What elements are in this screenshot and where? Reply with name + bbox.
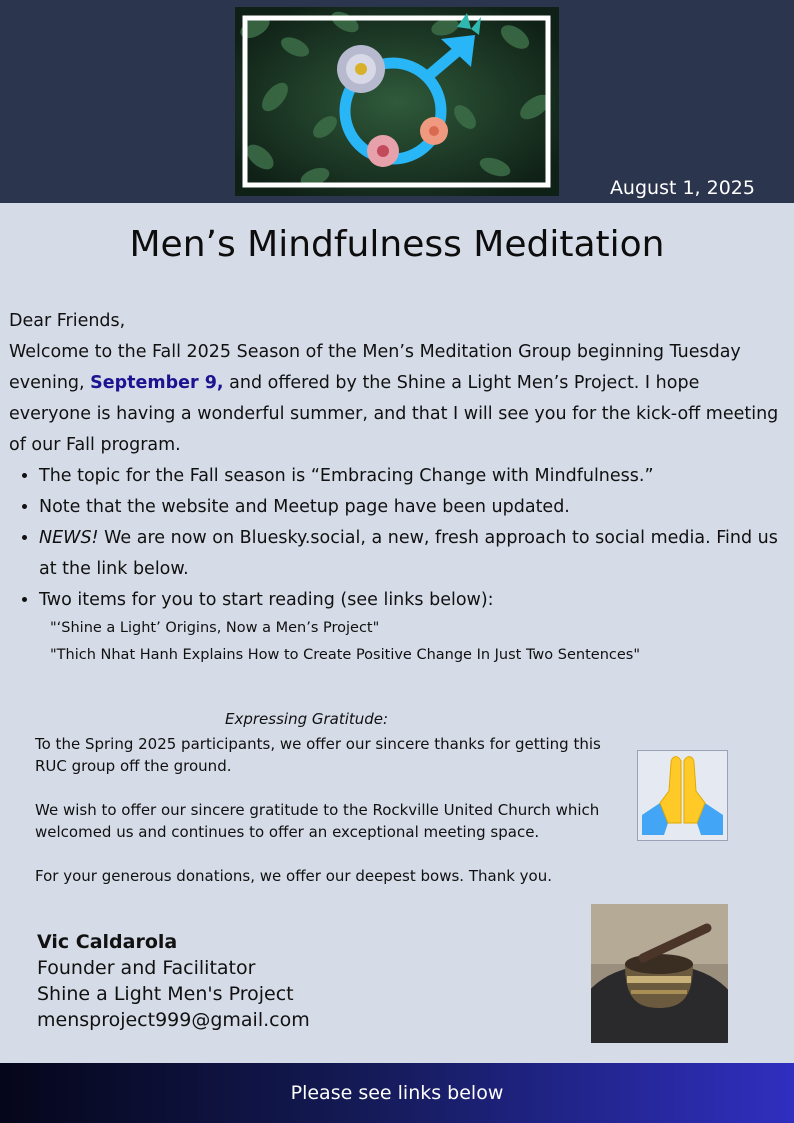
list-item: • NEWS! We are now on Bluesky.social, a new, fresh approach to social media. Find us at the link below. (39, 523, 779, 585)
reading-link[interactable]: "‘Shine a Light’ Origins, Now a Men’s Project" (50, 620, 380, 636)
gratitude-section (35, 733, 605, 909)
list-item: • Two items for you to start reading (see links below): (39, 585, 779, 616)
start-date-highlight: September 9, (90, 373, 224, 393)
signer-org: Shine a Light Men's Project (37, 983, 294, 1005)
newsletter-date: August 1, 2025 (609, 177, 755, 199)
hero-image (235, 7, 559, 196)
list-item: • Note that the website and Meetup page have been updated. (39, 492, 779, 523)
signer-email[interactable]: mensproject999@gmail.com (37, 1009, 310, 1031)
intro-paragraph: Welcome to the Fall 2025 Season of the Men’s Meditation Group beginning Tuesday evening, September 9, and offered by the Shine a Light Men’s Project. I hope everyone is having a wonderful summer, and that I will see you for the kick-off meeting of our Fall program. (9, 342, 779, 455)
reading-link[interactable]: "Thich Nhat Hanh Explains How to Create Positive Change In Just Two Sentences" (50, 647, 640, 663)
reading-list (50, 615, 640, 669)
gratitude-paragraph: We wish to offer our sincere gratitude to the Rockville United Church which welcomed us and continues to offer an exceptional meeting space. (35, 801, 600, 841)
page-title: Men’s Mindfulness Meditation (129, 224, 665, 265)
gratitude-paragraph: For your generous donations, we offer our deepest bows. Thank you. (35, 867, 552, 885)
gratitude-heading: Expressing Gratitude: (225, 710, 389, 728)
bullet-list (9, 461, 779, 616)
news-label: NEWS! (39, 528, 99, 548)
list-item: • The topic for the Fall season is “Embracing Change with Mindfulness.” (39, 461, 779, 492)
praying-hands-icon (637, 750, 728, 841)
gratitude-paragraph: To the Spring 2025 participants, we offer our sincere thanks for getting this RUC group off the ground. (35, 735, 601, 775)
greeting: Dear Friends, (9, 311, 126, 331)
singing-bowl-icon (591, 904, 728, 1043)
header-banner (0, 0, 794, 203)
footer-links-banner[interactable]: Please see links below (0, 1063, 794, 1123)
signer-name: Vic Caldarola (37, 931, 178, 953)
signer-role: Founder and Facilitator (37, 957, 256, 979)
signature-block (37, 929, 310, 1033)
letter-body (9, 306, 779, 616)
